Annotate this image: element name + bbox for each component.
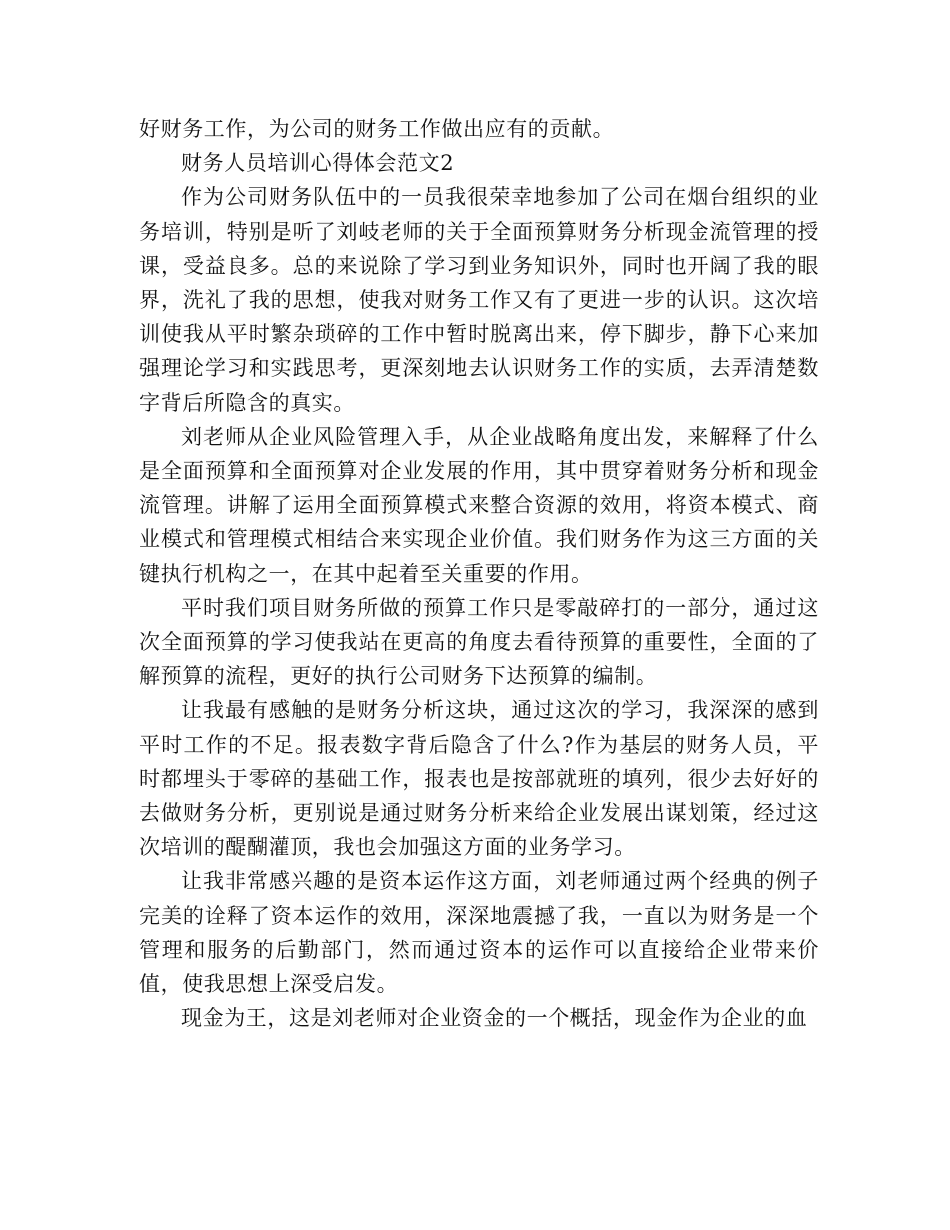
paragraph: 刘老师从企业风险管理入手，从企业战略角度出发，来解释了什么是全面预算和全面预算对企业发展的作用，其中贯穿着财务分析和现金流管理。讲解了运用全面预算模式来整合资源的效用，将资本模式、商业模式和管理模式相结合来实现企业价值。我们财务作为这三方面的关键执行机构之一，在其中起着至关重要的作用。	[139, 424, 819, 586]
paragraph: 平时我们项目财务所做的预算工作只是零敲碎打的一部分，通过这次全面预算的学习使我站在更高的角度去看待预算的重要性，全面的了解预算的流程，更好的执行公司财务下达预算的编制。	[139, 595, 819, 689]
paragraph-continued: 好财务工作，为公司的财务工作做出应有的贡献。	[139, 117, 615, 141]
document-body	[139, 112, 819, 1035]
paragraph-truncated: 现金为王，这是刘老师对企业资金的一个概括，现金作为企业的血	[181, 1006, 808, 1031]
paragraph: 作为公司财务队伍中的一员我很荣幸地参加了公司在烟台组织的业务培训，特别是听了刘岐老师的关于全面预算财务分析现金流管理的授课，受益良多。总的来说除了学习到业务知识外，同时也开阔了我的眼界，洗礼了我的思想，使我对财务工作又有了更进一步的认识。这次培训使我从平时繁杂琐碎的工作中暂时脱离出来，停下脚步，静下心来加强理论学习和实践思考，更深刻地去认识财务工作的实质，去弄清楚数字背后所隐含的真实。	[139, 185, 819, 415]
section-heading: 财务人员培训心得体会范文2	[181, 151, 455, 176]
paragraph: 让我最有感触的是财务分析这块，通过这次的学习，我深深的感到平时工作的不足。报表数字背后隐含了什么?作为基层的财务人员，平时都埋头于零碎的基础工作，报表也是按部就班的填列，很少去好好的去做财务分析，更别说是通过财务分析来给企业发展出谋划策，经过这次培训的醍醐灌顶，我也会加强这方面的业务学习。	[139, 698, 819, 860]
paragraph: 让我非常感兴趣的是资本运作这方面，刘老师通过两个经典的例子完美的诠释了资本运作的效用，深深地震撼了我，一直以为财务是一个管理和服务的后勤部门，然而通过资本的运作可以直接给企业带来价值，使我思想上深受启发。	[139, 869, 819, 997]
